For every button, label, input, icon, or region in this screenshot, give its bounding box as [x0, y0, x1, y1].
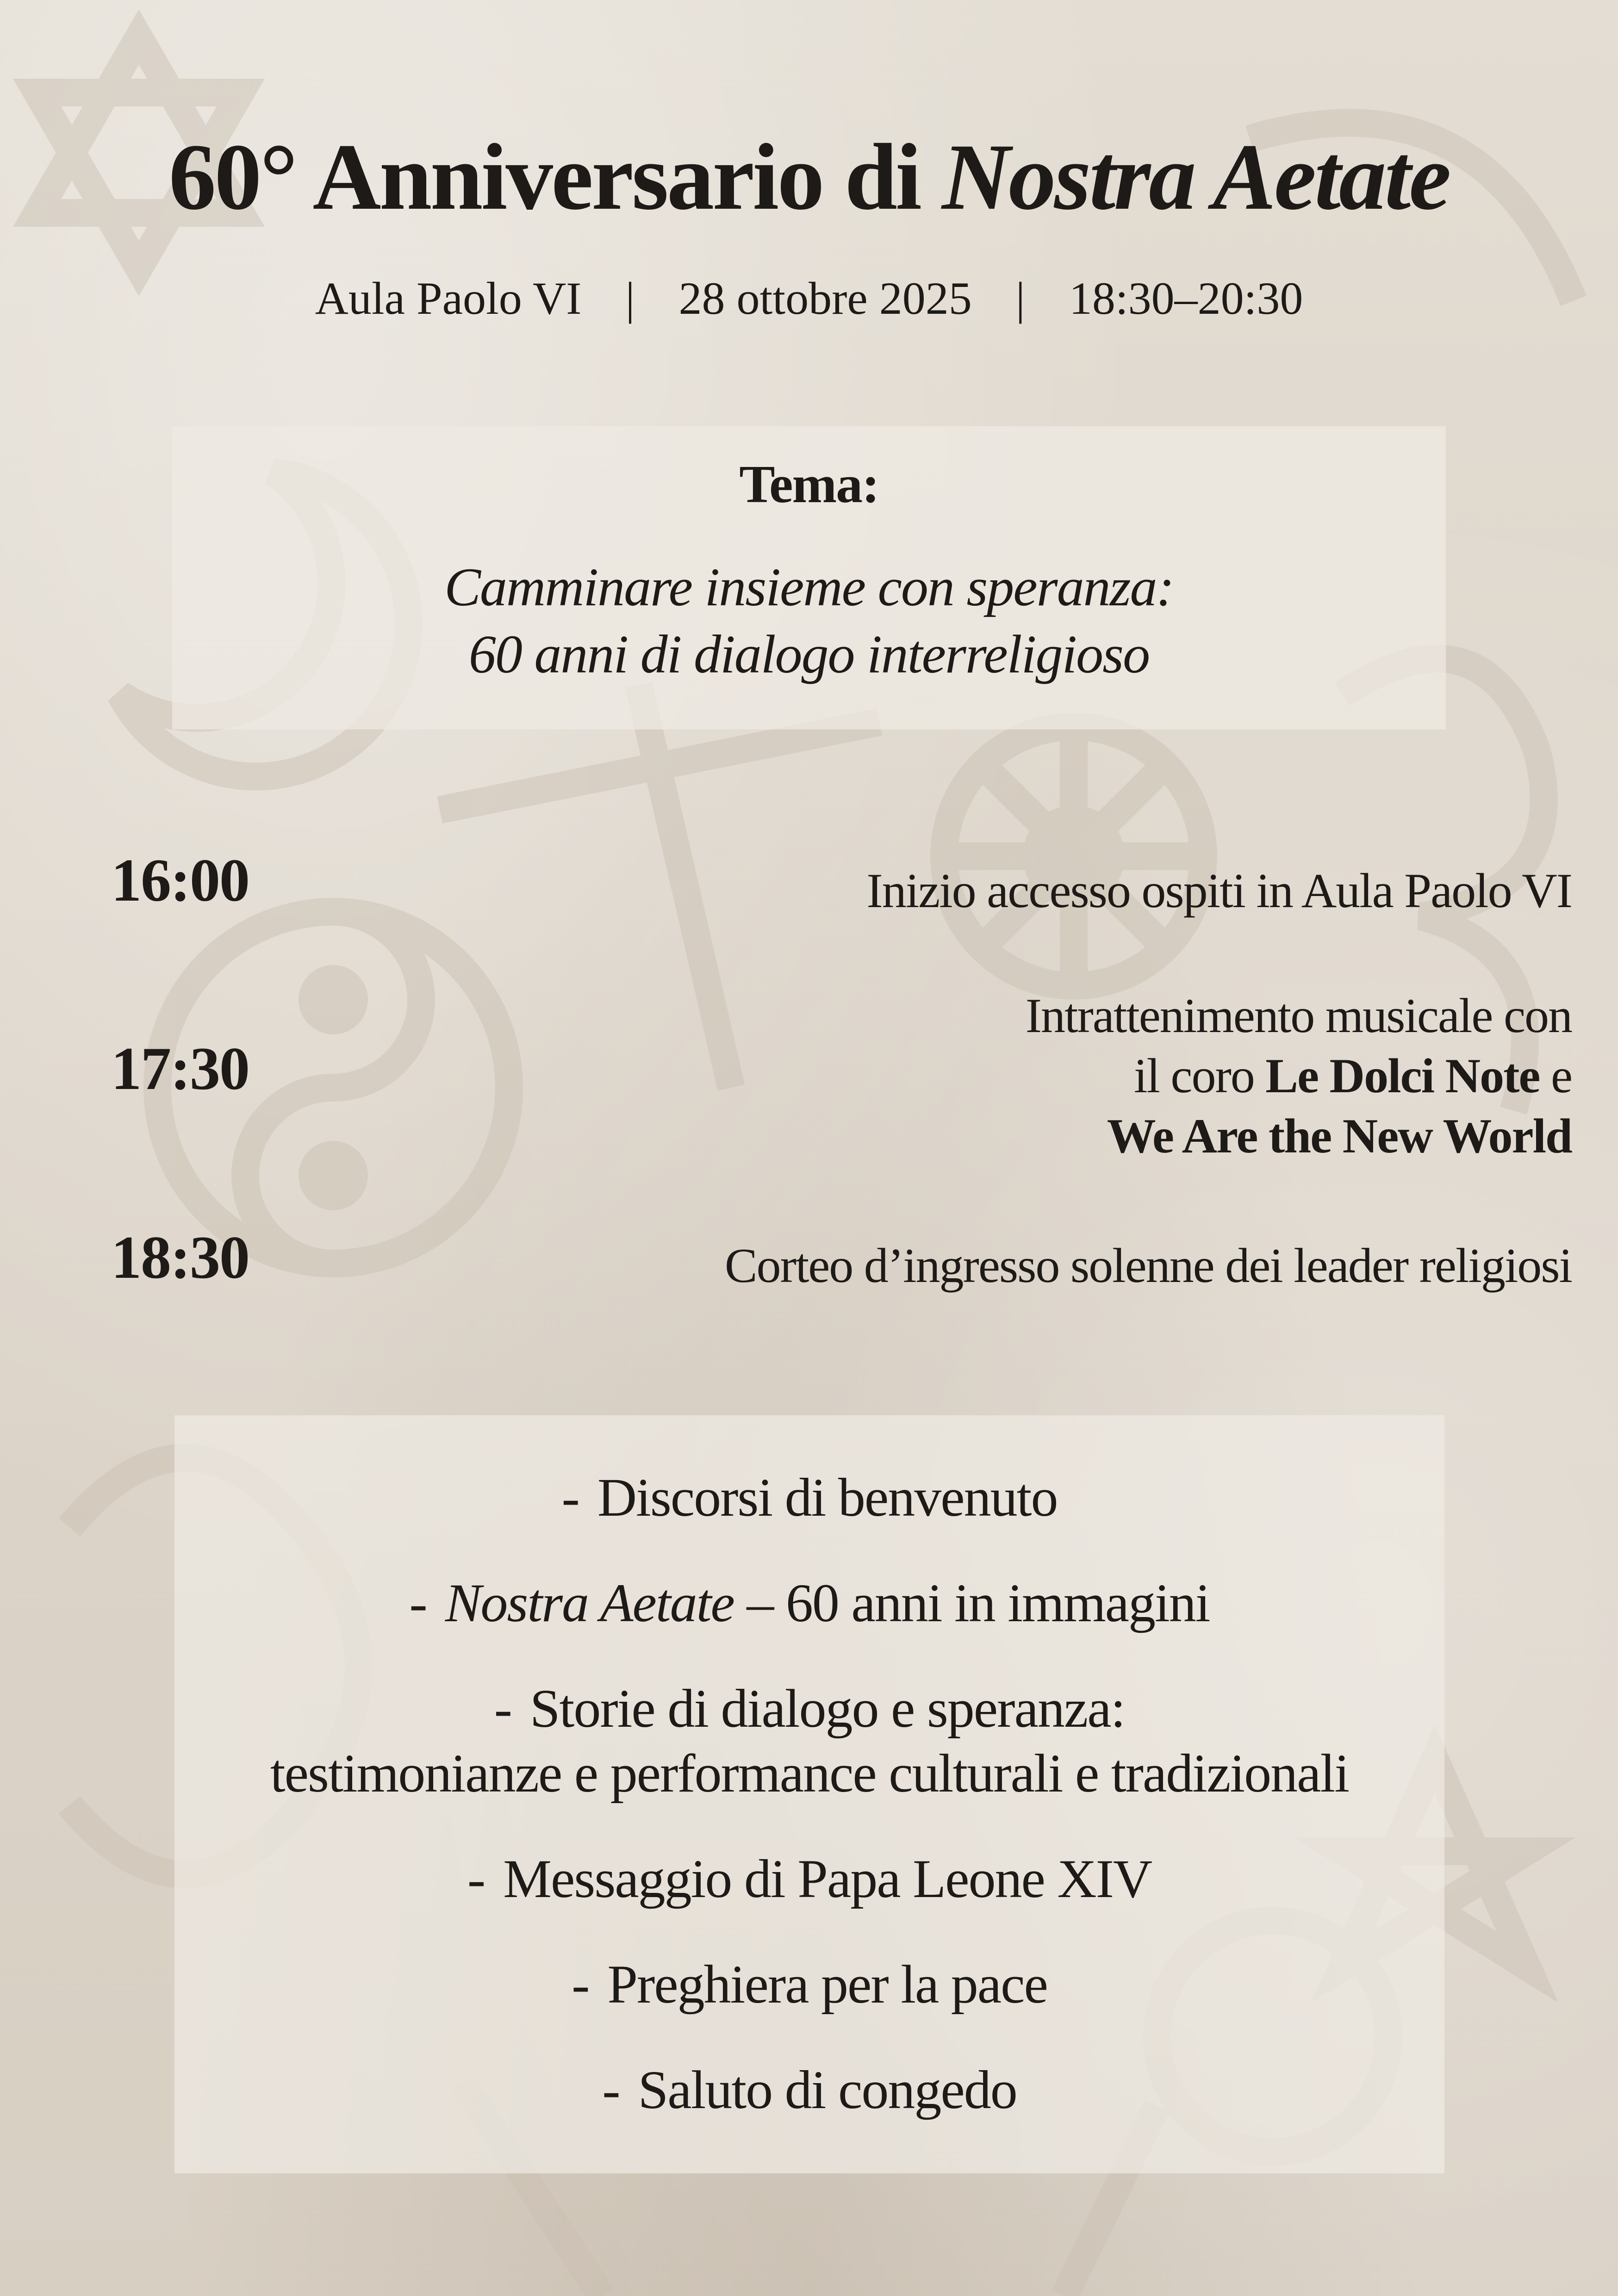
schedule-line: Intrattenimento musicale con: [1025, 989, 1572, 1043]
title-italic: Nostra Aetate: [942, 124, 1450, 230]
separator: |: [625, 273, 635, 324]
title-prefix: 60° Anniversario di: [168, 124, 920, 230]
program-item: [174, 1676, 1444, 1806]
separator: |: [1015, 273, 1025, 324]
program-text: Storie di dialogo e speranza:: [529, 1678, 1125, 1739]
choir-name: Le Dolci Note: [1265, 1049, 1540, 1103]
event-info: [0, 271, 1618, 326]
bullet-dash: -: [409, 1573, 427, 1633]
page-title: [0, 125, 1618, 230]
program-item: [174, 1952, 1444, 2017]
program-item: [174, 2058, 1444, 2122]
bullet-dash: -: [561, 1467, 579, 1528]
event-date: 28 ottobre 2025: [678, 273, 972, 324]
schedule-description: Corteo d’ingresso solenne dei leader religiosi: [724, 1238, 1572, 1293]
schedule-description: [507, 986, 1572, 1166]
program-panel: [174, 1415, 1444, 2173]
choir-name: We Are the New World: [1107, 1109, 1572, 1163]
event-time: 18:30–20:30: [1069, 273, 1303, 324]
theme-line: 60 anni di dialogo interreligioso: [468, 624, 1150, 684]
program-text: – 60 anni in immagini: [747, 1573, 1210, 1633]
program-text: Discorsi di benvenuto: [597, 1467, 1058, 1528]
schedule-time: 18:30: [111, 1223, 249, 1291]
program-text: Preghiera per la pace: [607, 1954, 1047, 2015]
theme-text: [172, 554, 1446, 688]
bullet-dash: -: [467, 1848, 485, 1909]
program-item: [174, 1465, 1444, 1530]
schedule-text: il coro: [1134, 1049, 1254, 1103]
bullet-dash: -: [572, 1954, 589, 2015]
event-location: Aula Paolo VI: [315, 273, 582, 324]
bullet-dash: -: [494, 1678, 511, 1739]
schedule-time: 16:00: [111, 846, 249, 914]
theme-label: Tema:: [739, 455, 879, 514]
theme-panel: [172, 426, 1446, 729]
schedule-text: e: [1550, 1049, 1572, 1103]
theme-line: Camminare insieme con speranza:: [444, 557, 1174, 617]
schedule-description: Inizio accesso ospiti in Aula Paolo VI: [866, 864, 1572, 918]
program-item: [174, 1571, 1444, 1636]
program-item: [174, 1847, 1444, 1911]
program-text: Messaggio di Papa Leone XIV: [503, 1848, 1152, 1909]
schedule-time: 17:30: [111, 1034, 249, 1102]
program-italic: Nostra Aetate: [445, 1573, 734, 1633]
program-text: testimonianze e performance culturali e tradizionali: [270, 1743, 1349, 1804]
schedule-line: [507, 1046, 1572, 1106]
program-list: [174, 1465, 1444, 2163]
bullet-dash: -: [602, 2060, 620, 2120]
schedule-line: [507, 1106, 1572, 1166]
program-text: Saluto di congedo: [638, 2060, 1017, 2120]
